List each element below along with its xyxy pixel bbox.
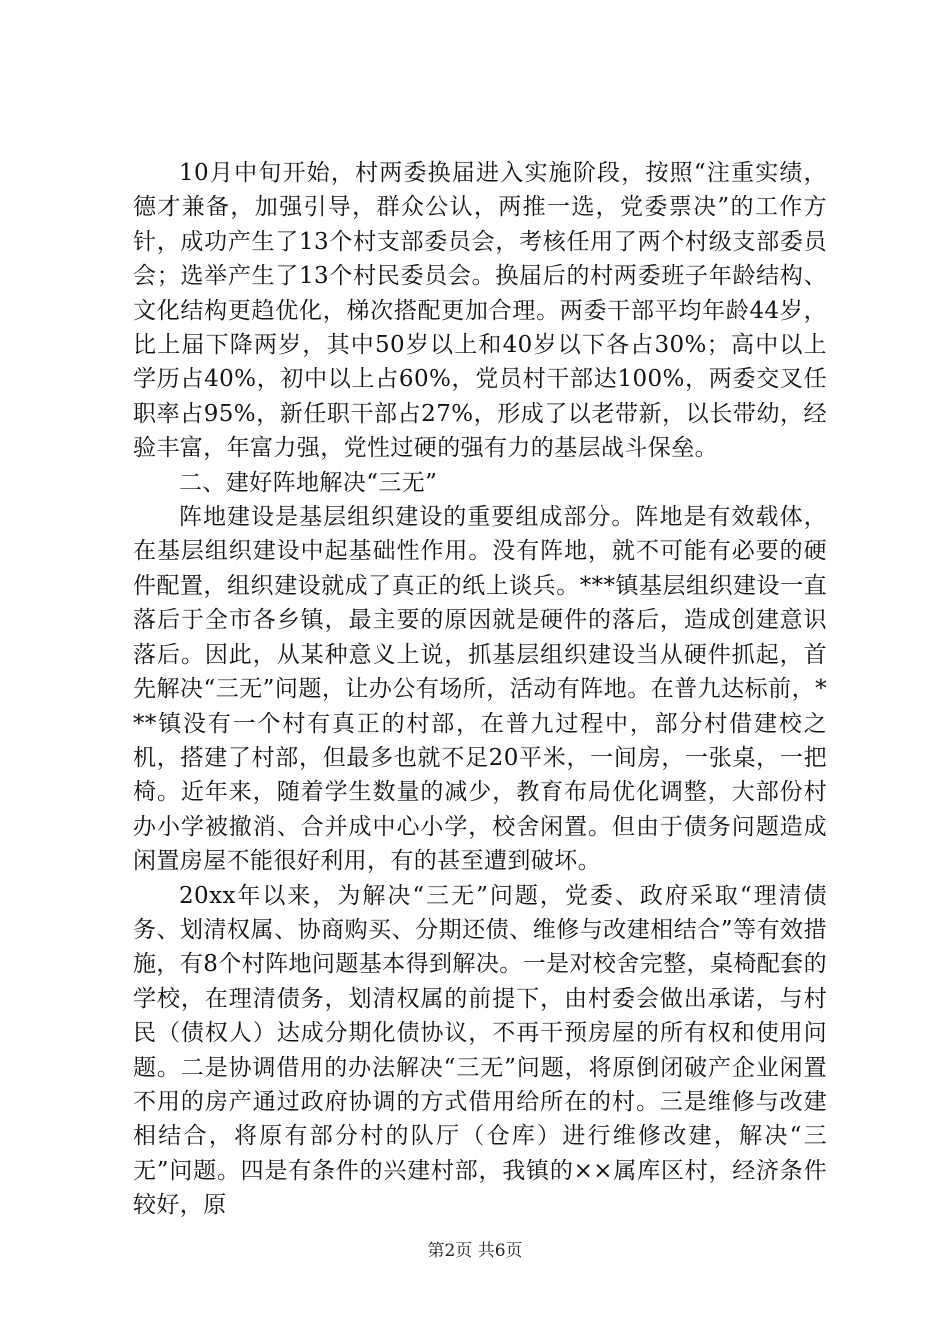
paragraph-position-construction: 阵地建设是基层组织建设的重要组成部分。阵地是有效载体，在基层组织建设中起基础性作用。没有阵地，就不可能有必要的硬件配置，组织建设就成了真正的纸上谈兵。***镇基层组织建设一直落后于全市各乡镇，最主要的原因就是硬件的落后，造成创建意识落后。因此，从某种意义上说，抓基层组织建设当从硬件抓起，首先解决“三无”问题，让办公有场所，活动有阵地。在普九达标前，***镇没有一个村有真正的村部，在普九过程中，部分村借建校之机，搭建了村部，但最多也就不足20平米，一间房，一张桌，一把椅。近年来，随着学生数量的减少，教育布局优化调整，大部份村办小学被撤消、合并成中心小学，校舍闲置。但由于债务问题造成闲置房屋不能很好利用，有的甚至遭到破坏。 [133, 504, 827, 875]
paragraph-election-results: 10月中旬开始，村两委换届进入实施阶段，按照“注重实绩，德才兼备，加强引导，群众公认，两推一选，党委票决”的工作方针，成功产生了13个村支部委员会，考核任用了两个村级支部委员会；选举产生了13个村民委员会。换届后的村两委班子年龄结构、文化结构更趋优化，梯次搭配更加合理。两委干部平均年龄44岁，比上届下降两岁，其中50岁以上和40岁以下各占30%；高中以上学历占40%，初中以上占60%，党员村干部达100%，两委交叉任职率占95%，新任职干部占27%，形成了以老带新，以长带幼，经验丰富，年富力强，党性过硬的强有力的基层战斗保垒。 [133, 160, 827, 462]
section-heading-position-building: 二、建好阵地解决“三无” [179, 469, 438, 496]
document-body [133, 156, 827, 1223]
paragraph-measures-since-20xx: 20xx年以来，为解决“三无”问题，党委、政府采取“理清债务、划清权属、协商购买、分期还债、维修与改建相结合”等有效措施，有8个村阵地问题基本得到解决。一是对校舍完整，桌椅配套的学校，在理清债务，划清权属的前提下，由村委会做出承诺，与村民（债权人）达成分期化债协议，不再干预房屋的所有权和使用问题。二是协调借用的办法解决“三无”问题，将原倒闭破产企业闲置不用的房产通过政府协调的方式借用给所在的村。三是维修与改建相结合，将原有部分村的队厅（仓库）进行维修改建，解决“三无”问题。四是有条件的兴建村部，我镇的××属库区村，经济条件较好，原 [133, 882, 827, 1219]
page-number-footer: 第2页 共6页 [427, 1241, 523, 1261]
